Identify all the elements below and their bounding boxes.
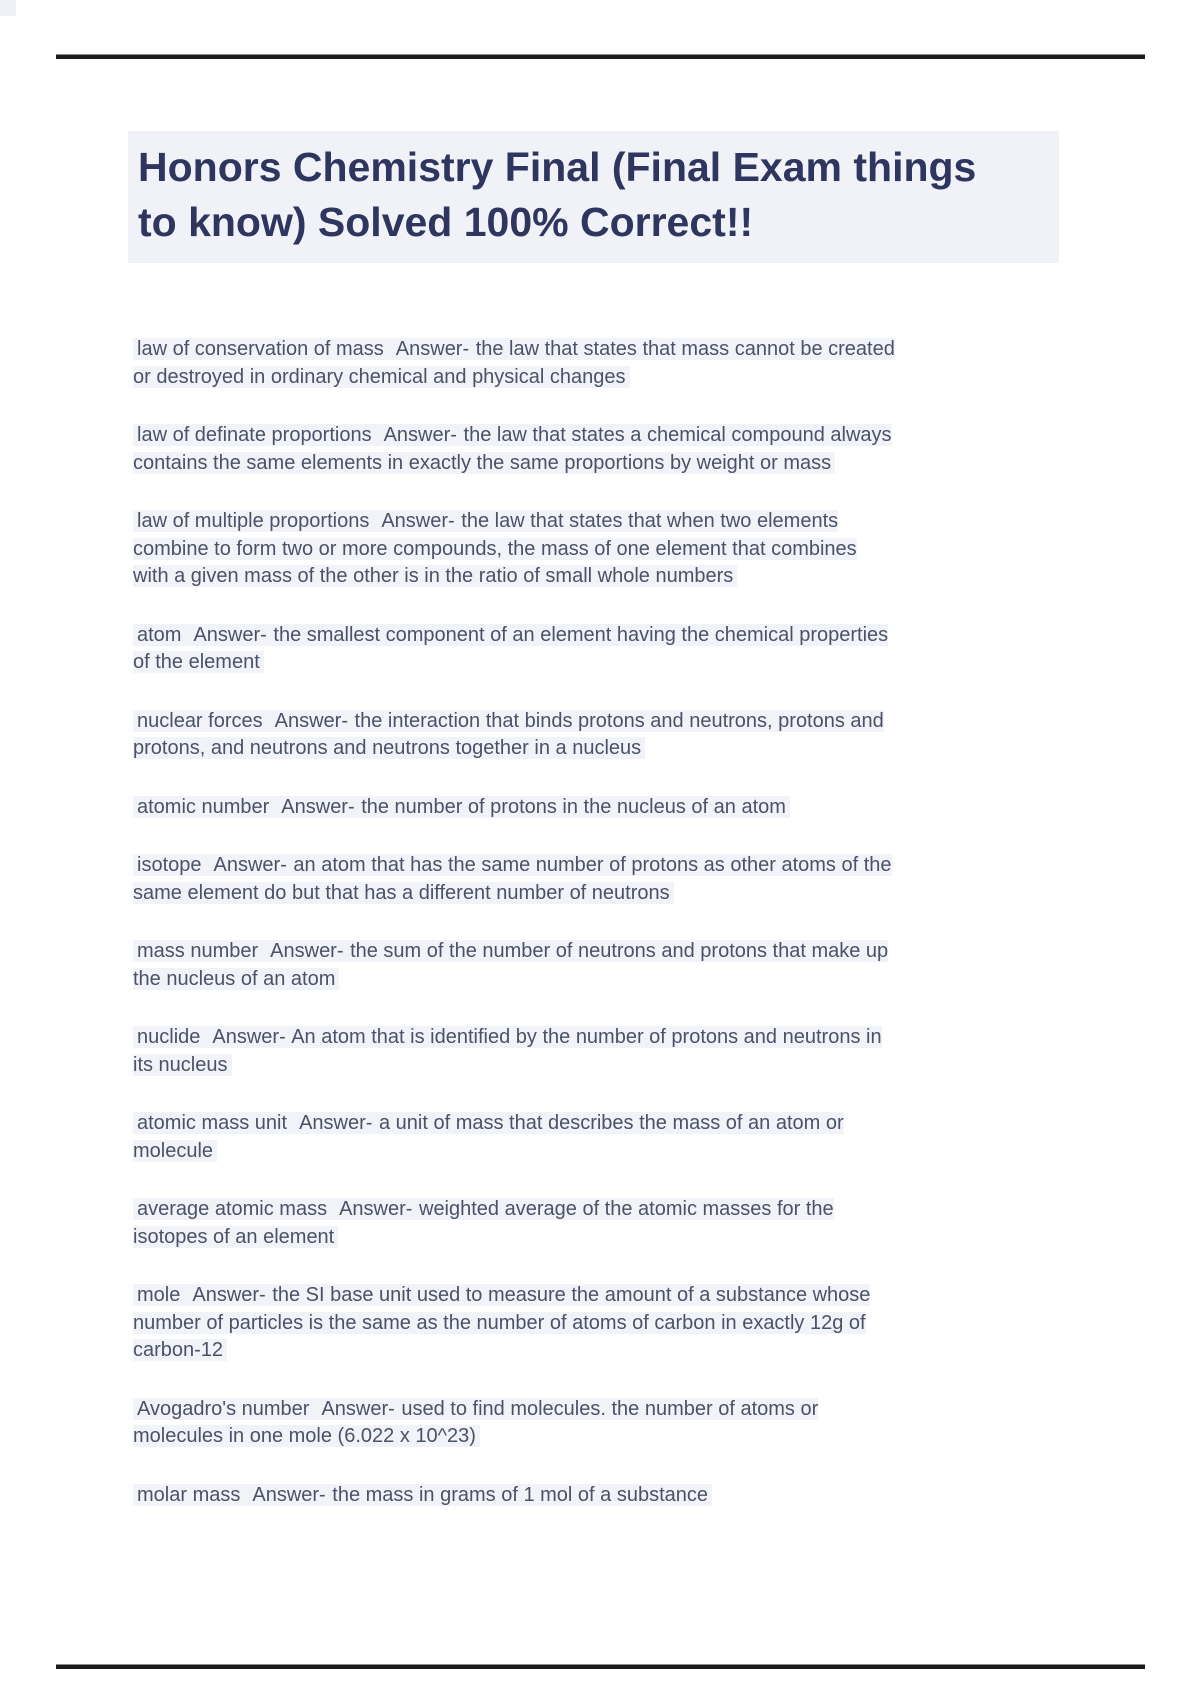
qa-item	[133, 1024, 895, 1079]
qa-item	[133, 938, 895, 993]
answer-prefix: Answer-	[274, 709, 348, 732]
qa-answer: the SI base unit used to measure the amount of a substance whose number of particles is the same as the number of atoms of carbon in exactly 12g of carbon-12	[133, 1284, 871, 1361]
bottom-divider	[56, 1664, 1145, 1669]
qa-item	[133, 1396, 895, 1451]
qa-item	[133, 1282, 895, 1365]
qa-item	[133, 1482, 895, 1510]
qa-item	[133, 336, 895, 391]
qa-item	[133, 1196, 895, 1251]
qa-answer: the law that states a chemical compound always contains the same elements in exactly the same proportions by weight or mass	[133, 424, 892, 474]
qa-answer: the number of protons in the nucleus of an atom	[356, 796, 790, 818]
answer-prefix: Answer-	[339, 1198, 413, 1220]
qa-term: atom	[133, 624, 193, 646]
answer-prefix: Answer-	[321, 1397, 395, 1420]
qa-term: law of definate proportions	[133, 424, 384, 446]
qa-answer: the sum of the number of neutrons and protons that make up the nucleus of an atom	[133, 940, 889, 990]
page-corner-artifact	[0, 0, 16, 16]
qa-answer: weighted average of the atomic masses for the isotopes of an element	[133, 1198, 834, 1248]
qa-term: average atomic mass	[133, 1198, 339, 1220]
qa-item	[133, 1110, 895, 1165]
qa-term: nuclide	[133, 1026, 212, 1048]
qa-answer: an atom that has the same number of protons as other atoms of the same element do but that has a different number of neutrons	[133, 854, 892, 904]
qa-term: law of multiple proportions	[133, 510, 381, 532]
qa-item	[133, 852, 895, 907]
qa-answer: An atom that is identified by the number of protons and neutrons in its nucleus	[133, 1026, 882, 1076]
qa-term: mole	[133, 1284, 192, 1306]
qa-answer: a unit of mass that describes the mass of an atom or molecule	[133, 1112, 844, 1162]
answer-prefix: Answer-	[212, 1026, 286, 1048]
qa-item	[133, 708, 895, 763]
qa-item	[133, 422, 895, 477]
qa-term: nuclear forces	[133, 710, 275, 732]
qa-term: atomic mass unit	[133, 1112, 299, 1134]
qa-item	[133, 622, 895, 677]
answer-prefix: Answer-	[213, 854, 287, 876]
answer-prefix: Answer-	[252, 1483, 326, 1506]
qa-term: Avogadro's number	[133, 1398, 321, 1420]
answer-prefix: Answer-	[383, 424, 457, 446]
answer-prefix: Answer-	[299, 1112, 373, 1134]
qa-term: mass number	[133, 940, 270, 962]
qa-answer: the interaction that binds protons and neutrons, protons and protons, and neutrons and neutrons together in a nucleus	[133, 709, 884, 759]
qa-answer: the mass in grams of 1 mol of a substance	[327, 1484, 712, 1506]
qa-term: law of conservation of mass	[133, 338, 396, 360]
qa-item	[133, 794, 895, 822]
answer-prefix: Answer-	[381, 510, 455, 532]
qa-answer: the law that states that mass cannot be created or destroyed in ordinary chemical and physical changes	[133, 338, 895, 388]
qa-list	[133, 336, 895, 1540]
qa-answer: the law that states that when two elements combine to form two or more compounds, the mass of one element that combines with a given mass of the other is in the ratio of small whole numbers	[133, 510, 857, 587]
qa-item	[133, 508, 895, 591]
answer-prefix: Answer-	[193, 623, 267, 646]
qa-term: molar mass	[133, 1484, 252, 1506]
answer-prefix: Answer-	[192, 1284, 266, 1306]
qa-answer: the smallest component of an element having the chemical properties of the element	[133, 623, 889, 673]
page-title: Honors Chemistry Final (Final Exam things to know) Solved 100% Correct!!	[128, 131, 1059, 263]
answer-prefix: Answer-	[395, 338, 470, 360]
qa-term: atomic number	[133, 796, 281, 818]
qa-term: isotope	[133, 854, 214, 876]
answer-prefix: Answer-	[270, 940, 344, 962]
qa-answer: used to find molecules. the number of atoms or molecules in one mole (6.022 x 10^23)	[133, 1397, 819, 1447]
answer-prefix: Answer-	[281, 795, 355, 818]
top-divider	[56, 54, 1145, 59]
